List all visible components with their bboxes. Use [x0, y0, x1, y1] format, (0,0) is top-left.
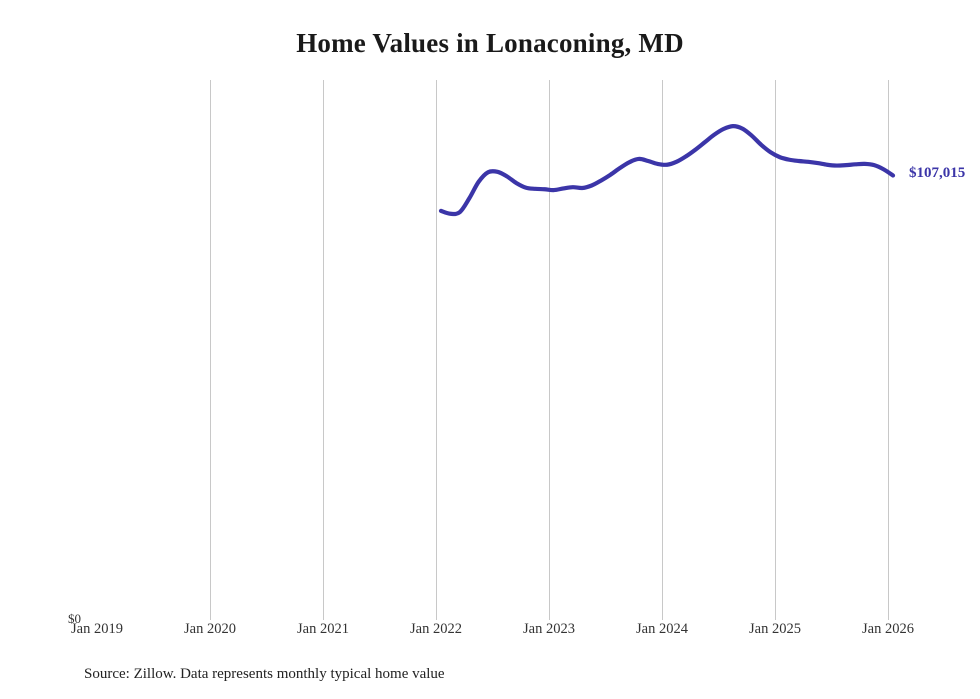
x-axis-tick-jan-2022: Jan 2022: [410, 621, 462, 637]
y-axis-tick-zero: $0: [68, 611, 81, 626]
home-value-line-series: [0, 80, 980, 620]
chart-title: Home Values in Lonaconing, MD: [296, 28, 684, 58]
x-axis-tick-jan-2023: Jan 2023: [523, 621, 575, 637]
x-axis-tick-jan-2026: Jan 2026: [862, 621, 914, 637]
plot-area: [0, 80, 980, 620]
x-axis-tick-jan-2019: Jan 2019: [71, 621, 123, 637]
series-path: [441, 126, 893, 214]
x-axis-tick-jan-2025: Jan 2025: [749, 621, 801, 637]
source-note: Source: Zillow. Data represents monthly typical home value: [84, 666, 445, 682]
x-axis-tick-jan-2021: Jan 2021: [297, 621, 349, 637]
x-axis-tick-jan-2020: Jan 2020: [184, 621, 236, 637]
x-axis-tick-jan-2024: Jan 2024: [636, 621, 688, 637]
end-value-label: $107,015: [909, 165, 966, 182]
